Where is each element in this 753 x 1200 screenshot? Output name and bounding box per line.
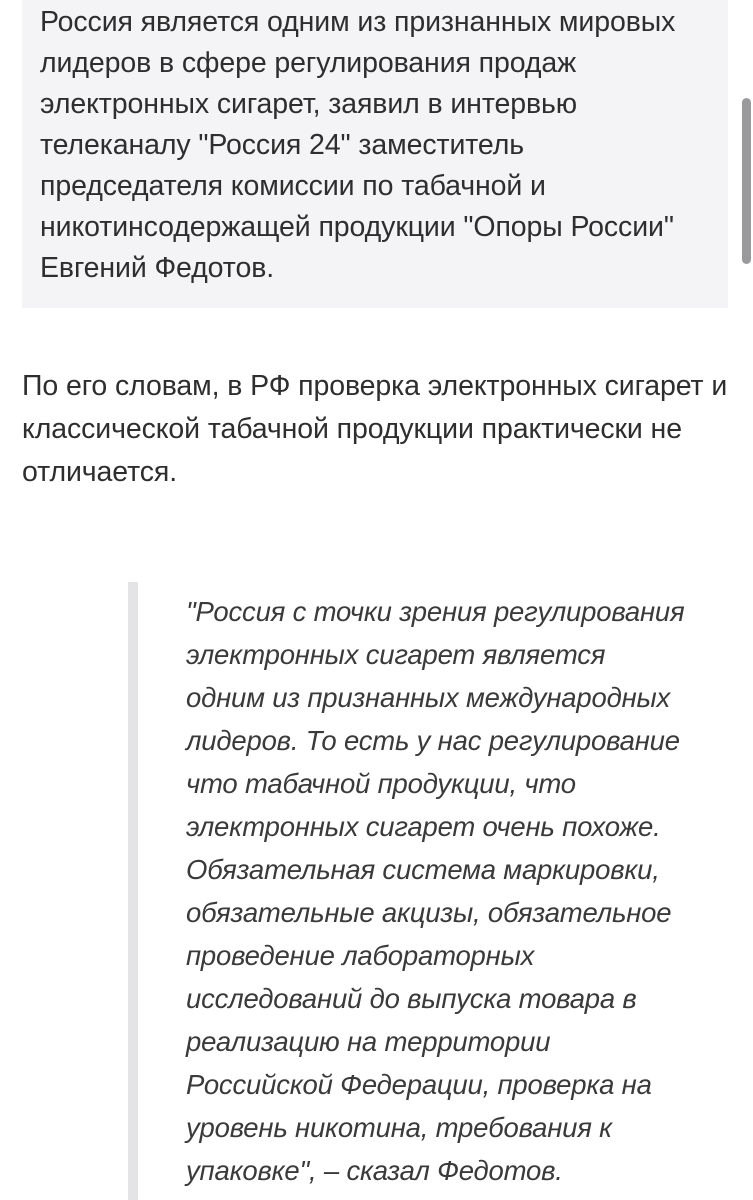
lead-highlight-box	[22, 0, 728, 308]
scrollbar-thumb[interactable]	[742, 98, 751, 264]
body-paragraph: По его словам, в РФ проверка электронных сигарет и классической табачной продукции практически не отличается.	[22, 370, 728, 488]
lead-text: Россия является одним из признанных мировых лидеров в сфере регулирования продаж электронных сигарет, заявил в интервью телеканалу "Россия 24" заместитель председателя комиссии по табачной и никотинсодержащей продукции "Опоры России" Евгений Федотов.	[40, 6, 676, 284]
quote-block	[128, 582, 688, 1200]
quote-text: "Россия с точки зрения регулирования электронных сигарет является одним из признанных международных лидеров. То есть у нас регулирование что табачной продукции, что электронных сигарет очень похоже. Обязательная система маркировки, обязательные акцизы, обязательное проведение лабораторных исследований до выпуска товара в реализацию на территории Российской Федерации, проверка на уровень никотина, требования к упаковке", – сказал Федотов.	[186, 596, 685, 1186]
